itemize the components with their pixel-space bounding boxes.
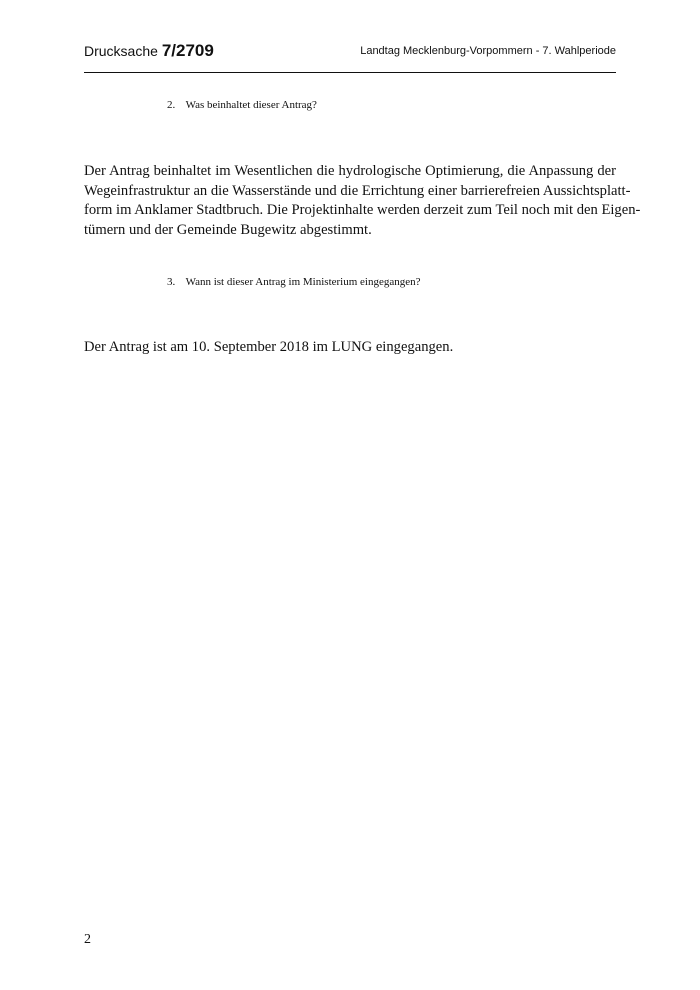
answer-line: Wegeinfrastruktur an die Wasserstände und die Errichtung einer barrierefreien Aussichtsplatt-	[84, 182, 631, 199]
answer-2	[84, 162, 641, 240]
question-text: Was beinhaltet dieser Antrag?	[185, 99, 317, 111]
question-text: Wann ist dieser Antrag im Ministerium eingegangen?	[185, 276, 421, 288]
document-number-header	[84, 41, 214, 61]
answer-3	[84, 338, 616, 358]
question-3	[167, 276, 421, 288]
document-label: Drucksache	[84, 43, 158, 59]
answer-line: form im Anklamer Stadtbruch. Die Projektinhalte werden derzeit zum Teil noch mit den Eigen-	[84, 202, 641, 218]
answer-line: Der Antrag ist am 10. September 2018 im LUNG eingegangen.	[84, 339, 454, 355]
parliament-header: Landtag Mecklenburg-Vorpommern - 7. Wahlperiode	[360, 45, 616, 57]
document-number: 7/2709	[161, 41, 214, 60]
question-2	[167, 99, 317, 111]
question-number: 3.	[167, 276, 176, 288]
answer-line: Der Antrag beinhaltet im Wesentlichen die hydrologische Optimierung, die Anpassung der	[84, 163, 616, 179]
page-number: 2	[84, 932, 91, 947]
header-divider	[84, 72, 616, 73]
question-number: 2.	[167, 99, 176, 111]
answer-line: tümern und der Gemeinde Bugewitz abgestimmt.	[84, 221, 372, 238]
